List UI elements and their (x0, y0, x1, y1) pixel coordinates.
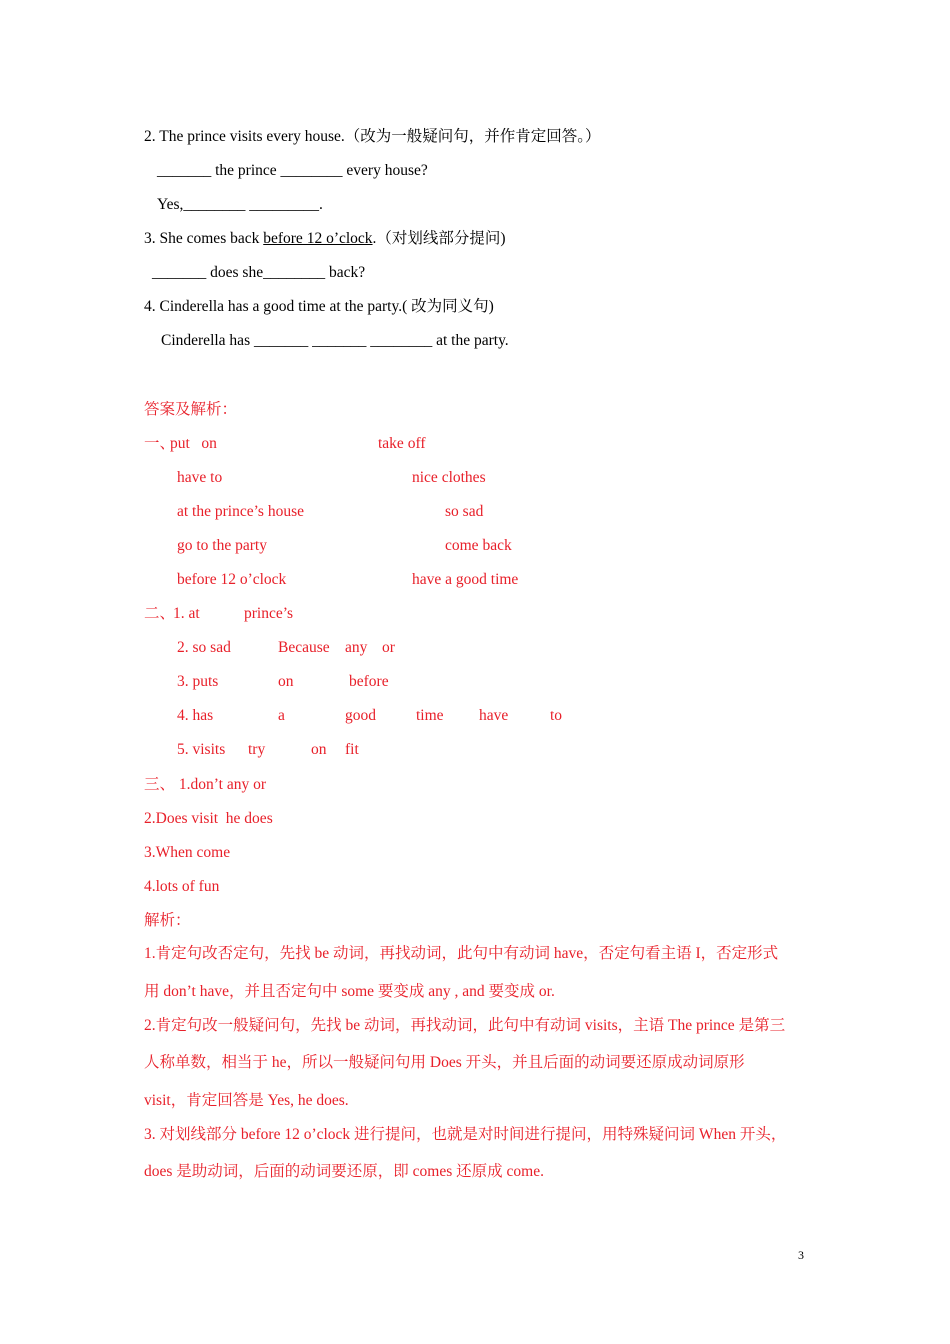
part2-row4-col6: to (550, 707, 563, 724)
q4-blank-line: Cinderella has _______ _______ ________ at the party. (161, 332, 509, 349)
q3-stem-pre: 3. She comes back (144, 230, 264, 247)
answers-heading: 答案及解析： (144, 401, 238, 418)
page-number: 3 (798, 1248, 804, 1262)
q2-answer-line: Yes,________ _________. (157, 196, 323, 213)
q3-blank-line: _______ does she________ back? (152, 264, 366, 281)
part2-row5-col4: fit (345, 741, 359, 758)
part1-row3-left: at the prince’s house (177, 503, 304, 520)
analysis-line: 用 don’t have，并且否定句中 some 要变成 any , and 要变成 or. (144, 983, 555, 1000)
part1-row5-left: before 12 o’clock (177, 571, 287, 588)
part2-row4-col3: good (345, 707, 376, 724)
part2-row2-col3: any (345, 639, 368, 656)
part3-line2: 2.Does visit he does (144, 810, 273, 827)
q3-underlined-phrase: before 12 o’clock (263, 230, 373, 247)
part2-row5-col1: 5. visits (177, 741, 226, 758)
part2-row3-col3: before (349, 673, 389, 690)
part1-row1-left: put on (170, 435, 217, 452)
part2-row5-col2: try (248, 741, 266, 758)
part2-row4-col5: have (479, 707, 509, 724)
part2-row3-col2: on (278, 673, 294, 690)
analysis-line: 人称单数，相当于 he，所以一般疑问句用 Does 开头，并且后面的动词要还原成动词原形 (144, 1054, 745, 1071)
analysis-line: does 是助动词，后面的动词要还原，即 comes 还原成 come. (144, 1163, 544, 1180)
part1-row4-left: go to the party (177, 537, 267, 554)
part2-row4-col2: a (278, 707, 285, 724)
part1-row2-right: nice clothes (412, 469, 486, 486)
part3-line3: 3.When come (144, 844, 231, 861)
analysis-heading: 解析： (144, 912, 191, 929)
analysis-line: 1.肯定句改否定句，先找 be 动词，再找动词，此句中有动词 have，否定句看主语 I，否定形式 (144, 945, 779, 962)
q3-stem-post: .（对划线部分提问) (372, 230, 506, 247)
part2-row1-col1: 1. at (173, 605, 200, 622)
part2-row2-col1: 2. so sad (177, 639, 231, 656)
part2-row3-col1: 3. puts (177, 673, 219, 690)
part2-row2-col2: Because (278, 639, 330, 656)
q3-stem (144, 229, 506, 249)
part2-label: 二、 (144, 605, 176, 622)
q2-blank-line: _______ the prince ________ every house? (157, 162, 428, 179)
part2-row1-col2: prince’s (244, 605, 294, 622)
part1-label: 一、 (144, 435, 176, 452)
part2-row4-col1: 4. has (177, 707, 214, 724)
part1-row5-right: have a good time (412, 571, 519, 588)
part1-row2-left: have to (177, 469, 223, 486)
part2-row5-col3: on (311, 741, 327, 758)
part2-row2-col4: or (382, 639, 395, 656)
analysis-line: visit，肯定回答是 Yes, he does. (144, 1092, 349, 1109)
q2-stem: 2. The prince visits every house.（改为一般疑问句，并作肯定回答。） (144, 128, 601, 145)
part1-row4-right: come back (445, 537, 512, 554)
part2-row4-col4: time (416, 707, 444, 724)
part3-line1: 三、 1.don’t any or (144, 776, 266, 793)
q4-stem: 4. Cinderella has a good time at the party.( 改为同义句) (144, 298, 494, 315)
analysis-line: 2.肯定句改一般疑问句，先找 be 动词，再找动词，此句中有动词 visits，主语 The prince 是第三 (144, 1017, 786, 1034)
analysis-line: 3. 对划线部分 before 12 o’clock 进行提问，也就是对时间进行提问，用特殊疑问词 When 开头， (144, 1126, 787, 1143)
part3-line4: 4.lots of fun (144, 878, 220, 895)
part1-row1-right: take off (378, 435, 426, 452)
part1-row3-right: so sad (445, 503, 484, 520)
